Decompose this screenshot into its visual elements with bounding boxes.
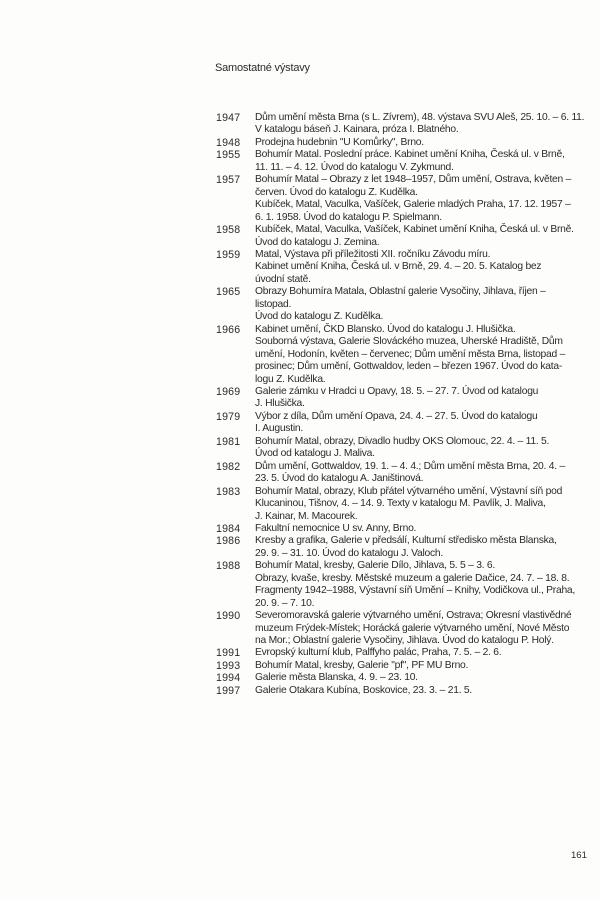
entry-line: Bohumír Matal, obrazy, Klub přátel výtvarného umění, Výstavní síň pod [255, 485, 563, 497]
entry-text [255, 112, 586, 137]
entry-line: V katalogu báseň J. Kainara, próza I. Blatného. [255, 124, 459, 136]
entry-line: Matal, Výstava při příležitosti XII. ročníku Závodu míru. [255, 248, 491, 260]
exhibition-entry [216, 560, 586, 610]
exhibition-entry [216, 461, 586, 486]
entry-year: 1997 [216, 684, 241, 697]
entry-line: Obrazy, kvaše, kresby. Městské muzeum a galerie Dačice, 24. 7. – 18. 8. [255, 572, 570, 584]
exhibition-entry [216, 436, 586, 461]
entry-line: 23. 5. Úvod do katalogu A. Janištinová. [255, 473, 424, 485]
entry-line: Galerie Otakara Kubína, Boskovice, 23. 3. – 21. 5. [255, 684, 473, 696]
entry-line: Kresby a grafika, Galerie v předsálí, Kulturní středisko města Blanska, [255, 535, 557, 547]
exhibition-entry [216, 386, 586, 411]
exhibition-entry [216, 112, 586, 137]
entry-line: J. Kainar, M. Macourek. [255, 510, 358, 522]
entry-line: Obrazy Bohumíra Matala, Oblastní galerie Vysočiny, Jihlava, říjen – [255, 286, 546, 298]
entry-year: 1993 [216, 659, 241, 672]
entry-text [255, 610, 586, 647]
exhibition-entry [216, 174, 586, 224]
entry-year: 1983 [216, 485, 241, 498]
page-number: 161 [571, 850, 587, 861]
entry-text [255, 137, 586, 149]
exhibition-entry [216, 224, 586, 249]
entry-year: 1966 [216, 323, 241, 336]
exhibition-entry [216, 324, 586, 386]
entry-line: Bohumír Matal – Obrazy z let 1948–1957, Dům umění, Ostrava, květen – [255, 174, 572, 186]
entry-line: Bohumír Matal, kresby, Galerie "pf", PF MU Brno. [255, 659, 469, 671]
entry-year: 1979 [216, 410, 241, 423]
entry-line: Úvod od katalogu J. Maliva. [255, 448, 375, 460]
exhibition-entry [216, 647, 586, 659]
entry-year: 1958 [216, 224, 241, 237]
entry-text [255, 685, 586, 697]
entry-year: 1947 [216, 112, 241, 124]
exhibition-entry [216, 137, 586, 149]
entry-line: Galerie zámku v Hradci u Opavy, 18. 5. – 27. 7. Úvod od katalogu [255, 385, 539, 397]
entry-year: 1990 [216, 610, 241, 623]
entry-line: muzeum Frýdek-Místek; Horácká galerie výtvarného umění, Nové Město [255, 622, 570, 634]
entry-text [255, 461, 586, 486]
entry-line: Severomoravská galerie výtvarného umění, Ostrava; Okresní vlastivědné [255, 610, 572, 622]
entry-year: 1965 [216, 286, 241, 299]
entry-text [255, 560, 586, 610]
entry-line: Prodejna hudebnin "U Komůrky", Brno. [255, 136, 424, 148]
entry-line: Kubíček, Matal, Vaculka, Vašíček, Kabinet umění Kniha, Česká ul. v Brně. [255, 224, 574, 236]
entry-year: 1959 [216, 248, 241, 261]
exhibition-entry [216, 523, 586, 535]
entry-line: 11. 11. – 4. 12. Úvod do katalogu V. Zykmund. [255, 161, 454, 173]
entry-line: Dům umění města Brna (s L. Zívrem), 48. výstava SVU Aleš, 25. 10. – 6. 11. [255, 112, 585, 123]
entry-text [255, 535, 586, 560]
entry-line: 20. 9. – 7. 10. [255, 597, 315, 609]
entry-line: Klucaninou, Tišnov, 4. – 14. 9. Texty v katalogu M. Pavlík, J. Maliva, [255, 498, 546, 510]
entry-year: 1955 [216, 149, 241, 162]
exhibition-entry [216, 486, 586, 523]
entry-text [255, 386, 586, 411]
entry-year: 1991 [216, 647, 241, 660]
entry-year: 1994 [216, 672, 241, 685]
entry-year: 1969 [216, 385, 241, 398]
entry-text [255, 647, 586, 659]
entry-line: Bohumír Matal, kresby, Galerie Dílo, Jihlava, 5. 5 – 3. 6. [255, 560, 495, 572]
entry-line: Fakultní nemocnice U sv. Anny, Brno. [255, 522, 417, 534]
exhibition-entry [216, 411, 586, 436]
entry-text [255, 324, 586, 386]
entry-line: 29. 9. – 31. 10. Úvod do katalogu J. Valoch. [255, 547, 444, 559]
entry-line: na Mor.; Oblastní galerie Vysočiny, Jihlava. Úvod do katalogu P. Holý. [255, 635, 554, 647]
exhibition-entry [216, 149, 586, 174]
entry-line: Dům umění, Gottwaldov, 19. 1. – 4. 4.; Dům umění města Brna, 20. 4. – [255, 460, 565, 472]
entry-line: Kabinet umění, ČKD Blansko. Úvod do katalogu J. Hlušička. [255, 323, 516, 335]
entry-text [255, 436, 586, 461]
entry-text [255, 249, 586, 286]
exhibition-entry [216, 286, 586, 323]
entry-text [255, 286, 586, 323]
entry-text [255, 672, 586, 684]
section-heading: Samostatné výstavy [215, 62, 310, 74]
entry-year: 1986 [216, 535, 241, 548]
entry-text [255, 523, 586, 535]
entry-line: Galerie města Blanska, 4. 9. – 23. 10. [255, 672, 418, 684]
entry-line: logu Z. Kudělka. [255, 373, 326, 385]
exhibition-entry [216, 610, 586, 647]
entry-text [255, 174, 586, 224]
entry-text [255, 411, 586, 436]
entry-line: Evropský kulturní klub, Palffyho palác, Praha, 7. 5. – 2. 6. [255, 647, 502, 659]
exhibition-entry [216, 535, 586, 560]
entry-line: Úvod do katalogu Z. Kudělka. [255, 311, 384, 323]
entry-line: úvodní statě. [255, 273, 311, 285]
exhibition-list [216, 112, 586, 697]
entry-line: prosinec; Dům umění, Gottwaldov, leden – březen 1967. Úvod do kata- [255, 361, 563, 373]
entry-year: 1984 [216, 522, 241, 535]
entry-line: J. Hlušička. [255, 398, 305, 410]
exhibition-entry [216, 660, 586, 672]
exhibition-entry [216, 672, 586, 684]
entry-year: 1948 [216, 136, 241, 149]
entry-text [255, 660, 586, 672]
entry-text [255, 149, 586, 174]
entry-text [255, 224, 586, 249]
exhibition-entry [216, 249, 586, 286]
entry-text [255, 486, 586, 523]
entry-line: umění, Hodonín, květen – červenec; Dům umění města Brna, listopad – [255, 348, 566, 360]
entry-line: červen. Úvod do katalogu Z. Kudělka. [255, 186, 418, 198]
entry-line: Bohumír Matal. Poslední práce. Kabinet umění Kniha, Česká ul. v Brně, [255, 149, 565, 161]
entry-line: Úvod do katalogu J. Zemina. [255, 236, 380, 248]
entry-line: listopad. [255, 298, 292, 310]
entry-year: 1957 [216, 174, 241, 187]
entry-line: Výbor z díla, Dům umění Opava, 24. 4. – 27. 5. Úvod do katalogu [255, 410, 538, 422]
exhibition-entry [216, 685, 586, 697]
entry-year: 1981 [216, 435, 241, 448]
entry-line: Kubíček, Matal, Vaculka, Vašíček, Galerie mladých Praha, 17. 12. 1957 – [255, 199, 571, 211]
entry-year: 1982 [216, 460, 241, 473]
entry-line: 6. 1. 1958. Úvod do katalogu P. Spielmann. [255, 211, 442, 223]
entry-line: Fragmenty 1942–1988, Výstavní síň Umění – Knihy, Vodičkova ul., Praha, [255, 585, 576, 597]
entry-line: Bohumír Matal, obrazy, Divadlo hudby OKS Olomouc, 22. 4. – 11. 5. [255, 435, 550, 447]
entry-line: I. Augustin. [255, 423, 303, 435]
entry-line: Souborná výstava, Galerie Slováckého muzea, Uherské Hradiště, Dům [255, 336, 563, 348]
entry-line: Kabinet umění Kniha, Česká ul. v Brně, 29. 4. – 20. 5. Katalog bez [255, 261, 542, 273]
entry-year: 1988 [216, 560, 241, 573]
